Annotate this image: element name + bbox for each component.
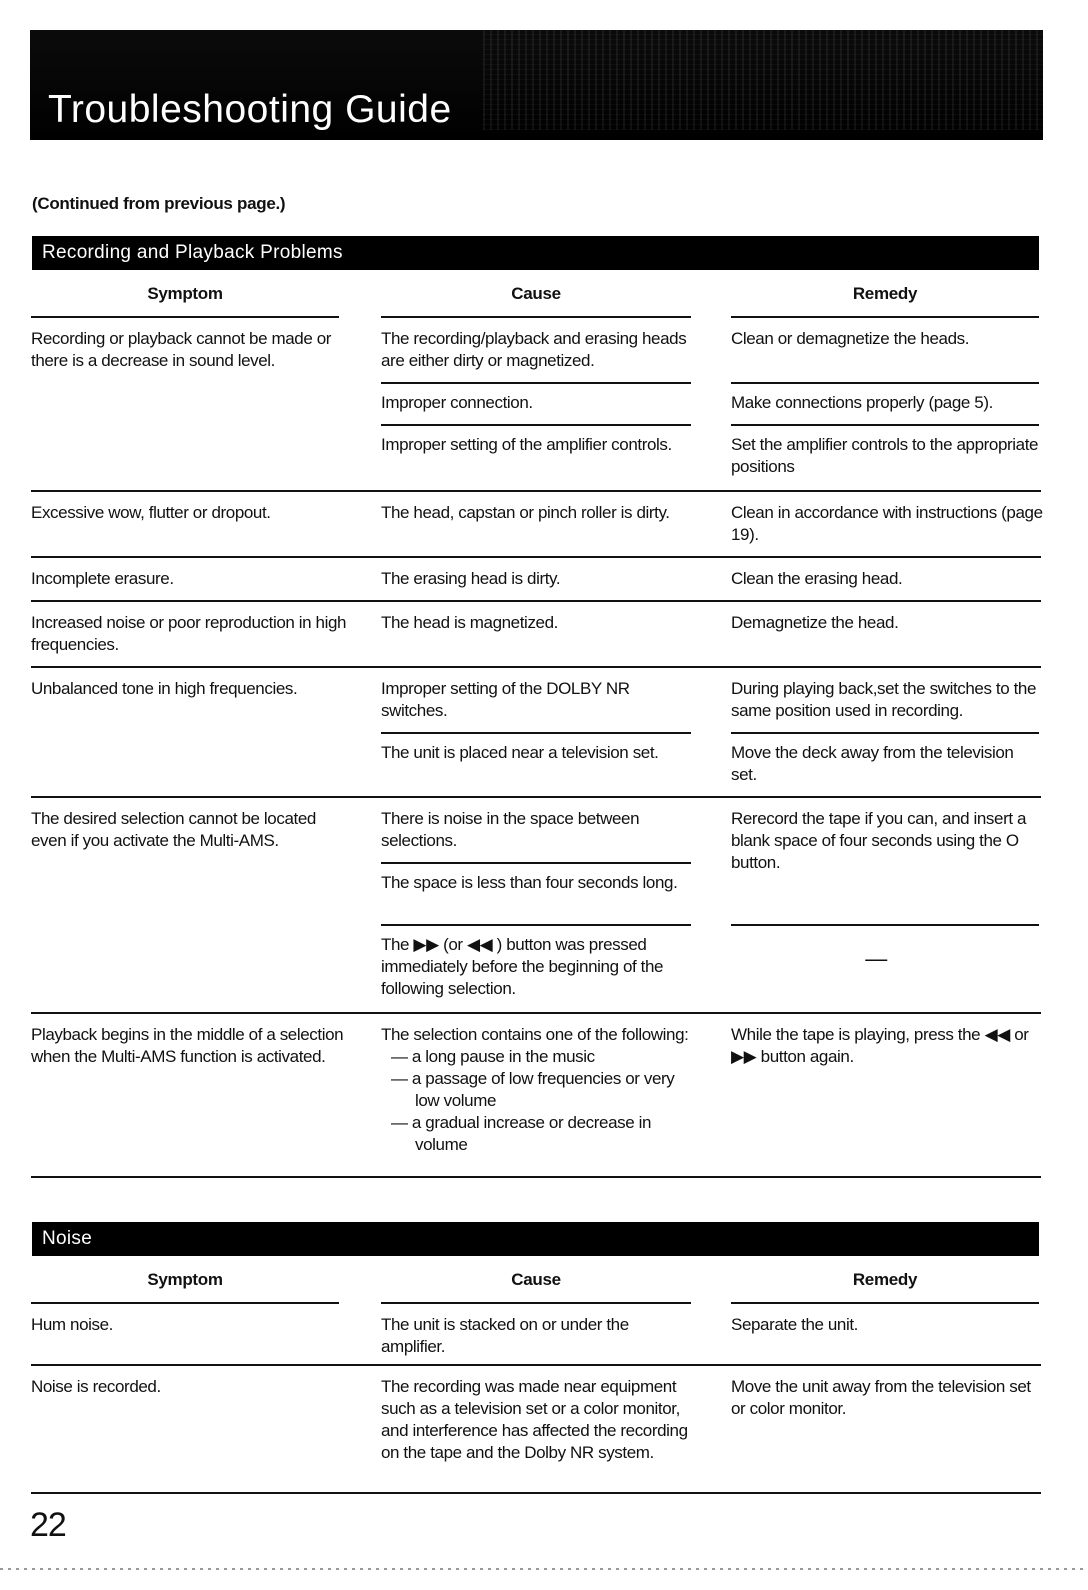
cause-cell: The recording/playback and erasing heads are either dirty or magnetized. [381,329,687,370]
cause-cell: Improper setting of the DOLBY NR switches. [381,679,630,720]
symptom-cell: Unbalanced tone in high frequencies. [31,679,298,698]
remedy-cell: Clean or demagnetize the heads. [731,329,970,348]
title-banner [30,30,1043,140]
table-row [31,1304,1041,1364]
column-header-symptom: Symptom [31,284,339,318]
section-header-recording-playback [32,236,1039,270]
remedy-cell: Move the unit away from the television set or color monitor. [731,1377,1031,1418]
symptom-cell: Recording or playback cannot be made or there is a decrease in sound level. [31,329,332,370]
table-row [31,1364,1041,1494]
cause-cell: The ▶▶ (or ◀◀ ) button was pressed immediately before the beginning of the following selection. [381,935,664,998]
cause-cell: Improper setting of the amplifier controls. [381,435,672,454]
table-row [31,490,1041,556]
page-number: 22 [30,1506,66,1544]
symptom-cell: Noise is recorded. [31,1377,161,1396]
divider [381,862,691,864]
remedy-cell [731,938,1043,970]
cause-remedy-pair [381,924,1039,1012]
bottom-edge-artifact [0,1568,1088,1570]
divider [731,424,1039,426]
table-end-rule [31,1492,1041,1494]
cause-remedy-pair [381,382,1039,424]
symptom-cell: Hum noise. [31,1315,113,1334]
cause-remedy-group [381,668,1039,796]
divider [381,732,691,734]
cause-bullet: — a gradual increase or decrease in volume [391,1113,652,1154]
remedy-cell: While the tape is playing, press the ◀◀ or ▶▶ button again. [731,1025,1029,1066]
cause-remedy-group [381,318,1039,490]
remedy-cell: Separate the unit. [731,1315,859,1334]
divider [731,732,1039,734]
page-title: Troubleshooting Guide [48,88,452,131]
remedy-none-dash: — [865,946,887,971]
section-header-noise [32,1222,1039,1256]
remedy-cell: Clean the erasing head. [731,569,903,588]
symptom-cell: Playback begins in the middle of a selection when the Multi-AMS function is activated. [31,1025,344,1066]
banner-texture [483,30,1043,130]
remedy-cell: During playing back,set the switches to the same position used in recording. [731,679,1037,720]
table-end-rule [31,1176,1041,1178]
cause-cell: The head, capstan or pinch roller is dirty. [381,503,670,522]
cause-cell: Improper connection. [381,393,533,412]
table-row [31,318,1041,490]
symptom-cell: Incomplete erasure. [31,569,174,588]
cause-remedy-pair [381,668,1039,732]
cause-bullet: — a long pause in the music [391,1047,595,1066]
cause-cell: There is noise in the space between selections. [381,809,640,850]
cause-bullet: — a passage of low frequencies or very low volume [391,1069,675,1110]
remedy-cell: Clean in accordance with instructions (page 19). [731,503,1043,544]
section-title: Recording and Playback Problems [42,242,343,263]
cause-cell: The unit is stacked on or under the amplifier. [381,1315,629,1356]
cause-cell: The space is less than four seconds long. [381,873,678,892]
symptom-cell: Increased noise or poor reproduction in high frequencies. [31,613,347,654]
table-row [31,796,1041,1012]
divider [731,924,1039,926]
cause-remedy-pair [381,318,1039,382]
divider [381,424,691,426]
table-row [31,1012,1041,1186]
cause-cell [381,1024,693,1156]
cause-remedy-group [381,798,1039,1012]
remedy-cell: Rerecord the tape if you can, and insert a blank space of four seconds using the O button. [731,809,1027,872]
remedy-cell: Demagnetize the head. [731,613,899,632]
column-header-cause: Cause [381,1270,691,1304]
section-title: Noise [42,1228,93,1249]
divider [381,924,691,926]
symptom-cell: Excessive wow, flutter or dropout. [31,503,271,522]
cause-remedy-pair [381,424,1039,490]
column-header-remedy: Remedy [731,284,1039,318]
table-row [31,666,1041,796]
divider [731,382,1039,384]
divider [381,382,691,384]
table-recording-playback [31,284,1041,1186]
continued-note: (Continued from previous page.) [32,194,286,213]
column-header-symptom: Symptom [31,1270,339,1304]
cause-remedy-pair [381,862,1039,924]
cause-cell: The erasing head is dirty. [381,569,561,588]
symptom-cell: The desired selection cannot be located even if you activate the Multi-AMS. [31,809,316,850]
cause-remedy-pair [381,798,1039,872]
remedy-cell: Set the amplifier controls to the appropriate positions [731,435,1039,476]
table-header [31,1270,1041,1304]
cause-intro: The selection contains one of the following: [381,1025,689,1044]
table-noise [31,1270,1041,1494]
remedy-cell: Move the deck away from the television set. [731,743,1014,784]
cause-remedy-pair [381,732,1039,796]
table-header [31,284,1041,318]
table-row [31,600,1041,666]
remedy-cell: Make connections properly (page 5). [731,393,993,412]
table-row [31,556,1041,600]
cause-cell: The recording was made near equipment such as a television set or a color monitor, and interference has affected the recording on the tape and the Dolby NR system. [381,1377,688,1462]
cause-cell: The head is magnetized. [381,613,558,632]
cause-cell: The unit is placed near a television set. [381,743,659,762]
column-header-remedy: Remedy [731,1270,1039,1304]
column-header-cause: Cause [381,284,691,318]
